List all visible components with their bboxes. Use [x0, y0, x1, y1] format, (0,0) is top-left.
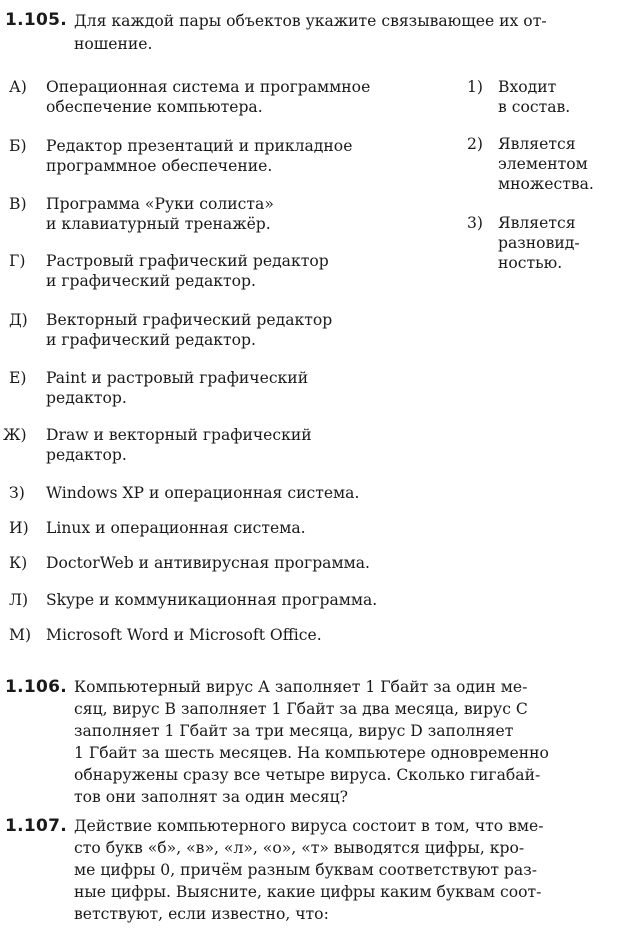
item-label: Г) [9, 252, 26, 270]
problem-text-line: сто букв «б», «в», «л», «о», «т» выводятся цифры, кро- [74, 839, 525, 857]
item-text: редактор. [46, 446, 127, 464]
item-text: обеспечение компьютера. [46, 98, 263, 116]
answer-label: 3) [467, 214, 484, 232]
item-label: Л) [9, 591, 29, 609]
problem-text-line: тов они заполнят за один месяц? [74, 788, 348, 806]
answer-label: 1) [467, 78, 484, 96]
problem-text-line: ме цифры 0, причём разным буквам соответствуют раз- [74, 861, 537, 879]
item-label: И) [9, 519, 29, 537]
item-text: и клавиатурный тренажёр. [46, 215, 271, 233]
item-label: М) [9, 626, 32, 644]
item-label: А) [9, 78, 27, 96]
item-text: Операционная система и программное [46, 78, 371, 96]
problem-text-line: ные цифры. Выясните, какие цифры каким буквам соот- [74, 883, 542, 901]
item-text: Windows XP и операционная система. [46, 484, 360, 502]
item-label: З) [9, 484, 25, 502]
answer-text: элементом [498, 155, 588, 173]
item-label: Е) [9, 369, 27, 387]
item-label: В) [9, 195, 27, 213]
item-text: программное обеспечение. [46, 157, 273, 175]
answer-text: Является [498, 135, 576, 153]
item-text: Microsoft Word и Microsoft Office. [46, 626, 322, 644]
item-text: Редактор презентаций и прикладное [46, 137, 353, 155]
item-text: редактор. [46, 389, 127, 407]
item-text: Linux и операционная система. [46, 519, 306, 537]
item-text: DoctorWeb и антивирусная программа. [46, 554, 370, 572]
item-text: и графический редактор. [46, 272, 256, 290]
item-label: Б) [9, 137, 27, 155]
item-label: К) [9, 554, 28, 572]
problem-text-line: 1 Гбайт за шесть месяцев. На компьютере одновременно [74, 744, 549, 762]
item-text: Skype и коммуникационная программа. [46, 591, 378, 609]
problem-number: 1.106. [5, 677, 68, 697]
answer-text: Входит [498, 78, 557, 96]
answer-text: Является [498, 214, 576, 232]
answer-text: разновид- [498, 234, 580, 252]
problem-text-line: Компьютерный вирус А заполняет 1 Гбайт за один ме- [74, 678, 528, 696]
item-text: Paint и растровый графический [46, 369, 309, 387]
item-text: Векторный графический редактор [46, 311, 333, 329]
answer-text: в состав. [498, 98, 571, 116]
problem-text-line: сяц, вирус В заполняет 1 Гбайт за два месяца, вирус С [74, 700, 528, 718]
problem-number: 1.105. [5, 10, 68, 30]
item-label: Ж) [3, 426, 27, 444]
problem-text-line: Для каждой пары объектов укажите связывающее их от- [74, 12, 547, 30]
answer-text: ностью. [498, 254, 563, 272]
problem-text-line: обнаружены сразу все четыре вируса. Сколько гигабай- [74, 766, 541, 784]
item-text: и графический редактор. [46, 331, 256, 349]
item-label: Д) [9, 311, 28, 329]
item-text: Растровый графический редактор [46, 252, 329, 270]
item-text: Draw и векторный графический [46, 426, 312, 444]
problem-text-line: ветствуют, если известно, что: [74, 905, 329, 923]
problem-text-line: Действие компьютерного вируса состоит в том, что вме- [74, 817, 544, 835]
answer-text: множества. [498, 175, 594, 193]
answer-label: 2) [467, 135, 484, 153]
problem-text-line: ношение. [74, 35, 153, 53]
problem-number: 1.107. [5, 816, 68, 836]
problem-text-line: заполняет 1 Гбайт за три месяца, вирус D заполняет [74, 722, 514, 740]
item-text: Программа «Руки солиста» [46, 195, 274, 213]
